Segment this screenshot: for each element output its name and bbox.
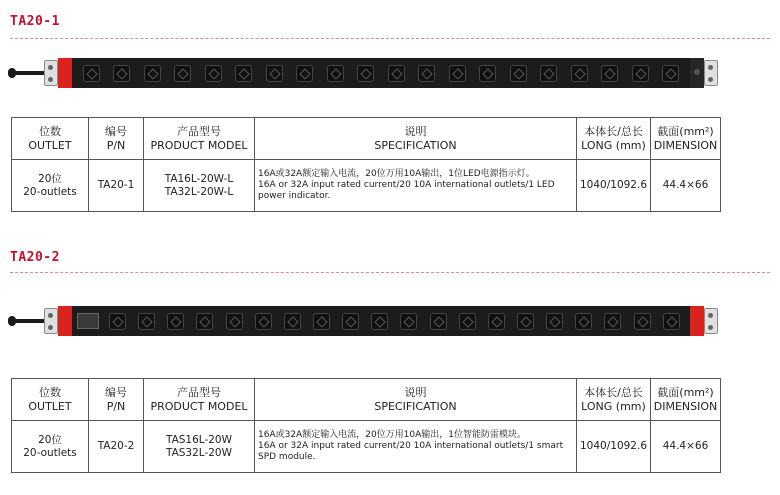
universal-socket-icon — [357, 65, 374, 82]
cell-dimension: 44.4×66 — [651, 421, 721, 473]
universal-socket-icon — [342, 313, 359, 330]
universal-socket-icon — [430, 313, 447, 330]
universal-socket-icon — [632, 65, 649, 82]
universal-socket-icon — [510, 65, 527, 82]
universal-socket-icon — [540, 65, 557, 82]
universal-socket-icon — [400, 313, 417, 330]
universal-socket-icon — [296, 65, 313, 82]
header-dimension: 截面(mm²) DIMENSION — [651, 379, 721, 421]
universal-socket-icon — [479, 65, 496, 82]
table-header-row — [12, 379, 721, 421]
universal-socket-icon — [371, 313, 388, 330]
cell-outlet: 20位 20-outlets — [12, 421, 89, 473]
table-header-row — [12, 118, 721, 160]
universal-socket-icon — [327, 65, 344, 82]
universal-socket-icon — [144, 65, 161, 82]
universal-socket-icon — [235, 65, 252, 82]
universal-socket-icon — [634, 313, 651, 330]
cell-pn: TA20-1 — [89, 160, 144, 212]
universal-socket-icon — [174, 65, 191, 82]
mounting-bracket-left — [44, 308, 58, 334]
universal-socket-icon — [388, 65, 405, 82]
cell-length: 1040/1092.6 — [577, 421, 651, 473]
universal-socket-icon — [604, 313, 621, 330]
header-pn: 编号 P/N — [89, 118, 144, 160]
pdu-image-ta20-2 — [10, 306, 722, 336]
spec-table-ta20-2 — [11, 378, 721, 473]
universal-socket-icon — [196, 313, 213, 330]
universal-socket-icon — [663, 313, 680, 330]
header-outlet: 位数 OUTLET — [12, 118, 89, 160]
header-model: 产品型号 PRODUCT MODEL — [144, 379, 255, 421]
universal-socket-icon — [575, 313, 592, 330]
spec-table-ta20-1 — [11, 117, 721, 212]
spd-module-icon — [77, 313, 99, 329]
universal-socket-icon — [418, 65, 435, 82]
header-spec: 说明 SPECIFICATION — [255, 118, 577, 160]
pdu-body — [58, 58, 704, 88]
universal-socket-icon — [601, 65, 618, 82]
cell-spec: 16A或32A额定输入电流，20位万用10A输出，1位智能防雷模块。 16A or 32A input rated current/20 10A international outlets/1 smart SPD module. — [255, 421, 577, 473]
pdu-image-ta20-1 — [10, 58, 722, 88]
red-end-cap — [58, 306, 72, 336]
header-outlet: 位数 OUTLET — [12, 379, 89, 421]
cell-pn: TA20-2 — [89, 421, 144, 473]
universal-socket-icon — [266, 65, 283, 82]
cell-spec: 16A或32A额定输入电流，20位万用10A输出，1位LED电源指示灯。 16A or 32A input rated current/20 10A international outlets/1 LED power indicator. — [255, 160, 577, 212]
universal-socket-icon — [449, 65, 466, 82]
pdu-body — [58, 306, 704, 336]
universal-socket-icon — [517, 313, 534, 330]
universal-socket-icon — [546, 313, 563, 330]
header-model: 产品型号 PRODUCT MODEL — [144, 118, 255, 160]
header-length: 本体长/总长 LONG (mm) — [577, 379, 651, 421]
section-divider — [10, 38, 770, 39]
section-title-ta20-2: TA20-2 — [10, 250, 60, 265]
mounting-bracket-right — [704, 308, 718, 334]
header-spec: 说明 SPECIFICATION — [255, 379, 577, 421]
cell-dimension: 44.4×66 — [651, 160, 721, 212]
mounting-bracket-right — [704, 60, 718, 86]
universal-socket-icon — [167, 313, 184, 330]
section-divider — [10, 272, 770, 273]
led-indicator-icon — [690, 58, 704, 88]
table-row — [12, 160, 721, 212]
section-title-ta20-1: TA20-1 — [10, 14, 60, 29]
header-length: 本体长/总长 LONG (mm) — [577, 118, 651, 160]
universal-socket-icon — [488, 313, 505, 330]
universal-socket-icon — [83, 65, 100, 82]
universal-socket-icon — [459, 313, 476, 330]
header-dimension: 截面(mm²) DIMENSION — [651, 118, 721, 160]
universal-socket-icon — [284, 313, 301, 330]
cell-outlet: 20位 20-outlets — [12, 160, 89, 212]
universal-socket-icon — [138, 313, 155, 330]
universal-socket-icon — [313, 313, 330, 330]
mounting-bracket-left — [44, 60, 58, 86]
header-pn: 编号 P/N — [89, 379, 144, 421]
universal-socket-icon — [255, 313, 272, 330]
cell-model: TAS16L-20W TAS32L-20W — [144, 421, 255, 473]
universal-socket-icon — [205, 65, 222, 82]
cell-length: 1040/1092.6 — [577, 160, 651, 212]
red-end-cap — [690, 306, 704, 336]
universal-socket-icon — [571, 65, 588, 82]
universal-socket-icon — [662, 65, 679, 82]
universal-socket-icon — [226, 313, 243, 330]
table-row — [12, 421, 721, 473]
universal-socket-icon — [109, 313, 126, 330]
red-end-cap — [58, 58, 72, 88]
universal-socket-icon — [113, 65, 130, 82]
cell-model: TA16L-20W-L TA32L-20W-L — [144, 160, 255, 212]
